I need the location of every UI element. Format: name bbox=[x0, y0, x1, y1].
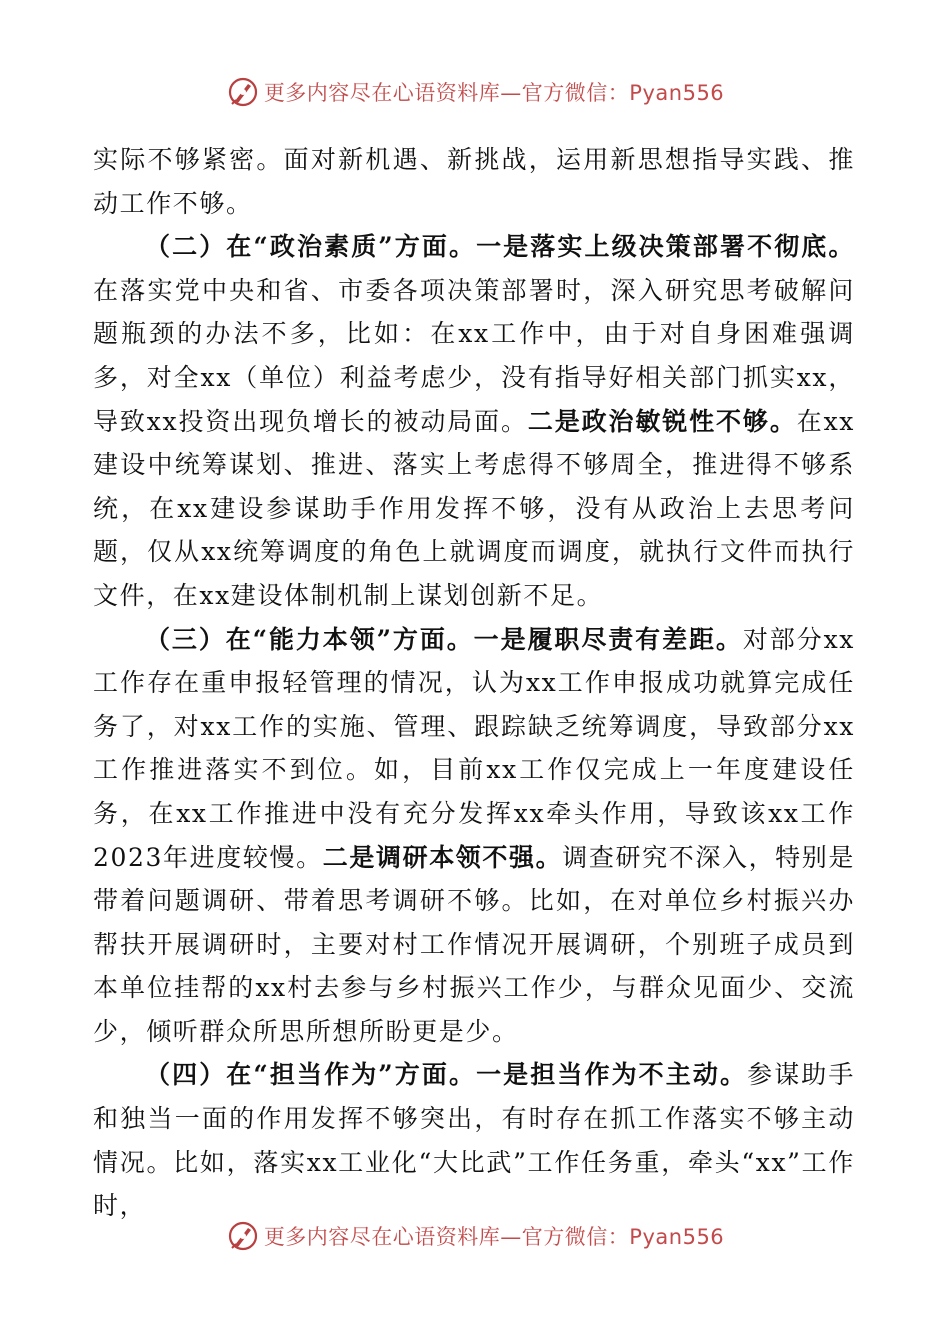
body-text: 参谋助手和独当一面的作用发挥不够突出，有时存在抓工作落实不够主动情况。比如，落实xx工业化“大比武”工作任务重，牵头“xx”工作时， bbox=[93, 1060, 855, 1221]
bold-heading-text: （三）在“能力本领”方面。一是履职尽责有差距。 bbox=[145, 624, 743, 654]
header-watermark-banner bbox=[0, 72, 950, 112]
body-text: 对部分xx工作存在重申报轻管理的情况，认为xx工作申报成功就算完成任务了，对xx工作的实施、管理、跟踪缺乏统筹调度，导致部分xx工作推进落实不到位。如，目前xx工作仅完成上一年度建设任务，在xx工作推进中没有充分发挥xx牵头作用，导致该xx工作2023年进度较慢。 bbox=[93, 624, 856, 872]
body-text: 调查研究不深入，特别是带着问题调研、带着思考调研不够。比如，在对单位乡村振兴办帮扶开展调研时，主要对村工作情况开展调研，个别班子成员到本单位挂帮的xx村去参与乡村振兴工作少，与群众见面少、交流少，倾听群众所思所想所盼更是少。 bbox=[93, 842, 856, 1046]
watermark-text: 更多内容尽在心语资料库—官方微信：Pyan556 bbox=[263, 1225, 725, 1249]
bold-heading-text: 二是政治敏锐性不够。 bbox=[527, 406, 797, 436]
body-text: 在落实党中央和省、市委各项决策部署时，深入研究思考破解问题瓶颈的办法不多，比如：在xx工作中，由于对自身困难强调多，对全xx（单位）利益考虑少，没有指导好相关部门抓实xx，导致xx投资出现负增长的被动局面。 bbox=[93, 275, 855, 436]
paragraph bbox=[93, 618, 855, 1054]
pen-quill-logo-icon bbox=[226, 75, 260, 109]
watermark-text: 更多内容尽在心语资料库—官方微信：Pyan556 bbox=[263, 81, 725, 105]
bold-heading-text: （二）在“政治素质”方面。一是落实上级决策部署不彻底。 bbox=[145, 232, 855, 262]
pen-quill-logo-icon bbox=[226, 1219, 260, 1253]
document-body bbox=[93, 138, 855, 1228]
body-text: 在xx建设中统筹谋划、推进、落实上考虑得不够周全，推进得不够系统，在xx建设参谋助手作用发挥不够，没有从政治上去思考问题，仅从xx统筹调度的角色上就调度而调度，就执行文件而执行文件，在xx建设体制机制上谋划创新不足。 bbox=[93, 406, 855, 610]
paragraph bbox=[93, 225, 855, 617]
footer-watermark-banner bbox=[0, 1216, 950, 1256]
paragraph bbox=[93, 1053, 855, 1227]
paragraph bbox=[93, 138, 855, 225]
bold-heading-text: （四）在“担当作为”方面。一是担当作为不主动。 bbox=[145, 1060, 748, 1090]
bold-heading-text: 二是调研本领不强。 bbox=[322, 842, 563, 872]
body-text: 实际不够紧密。面对新机遇、新挑战，运用新思想指导实践、推动工作不够。 bbox=[93, 145, 855, 218]
